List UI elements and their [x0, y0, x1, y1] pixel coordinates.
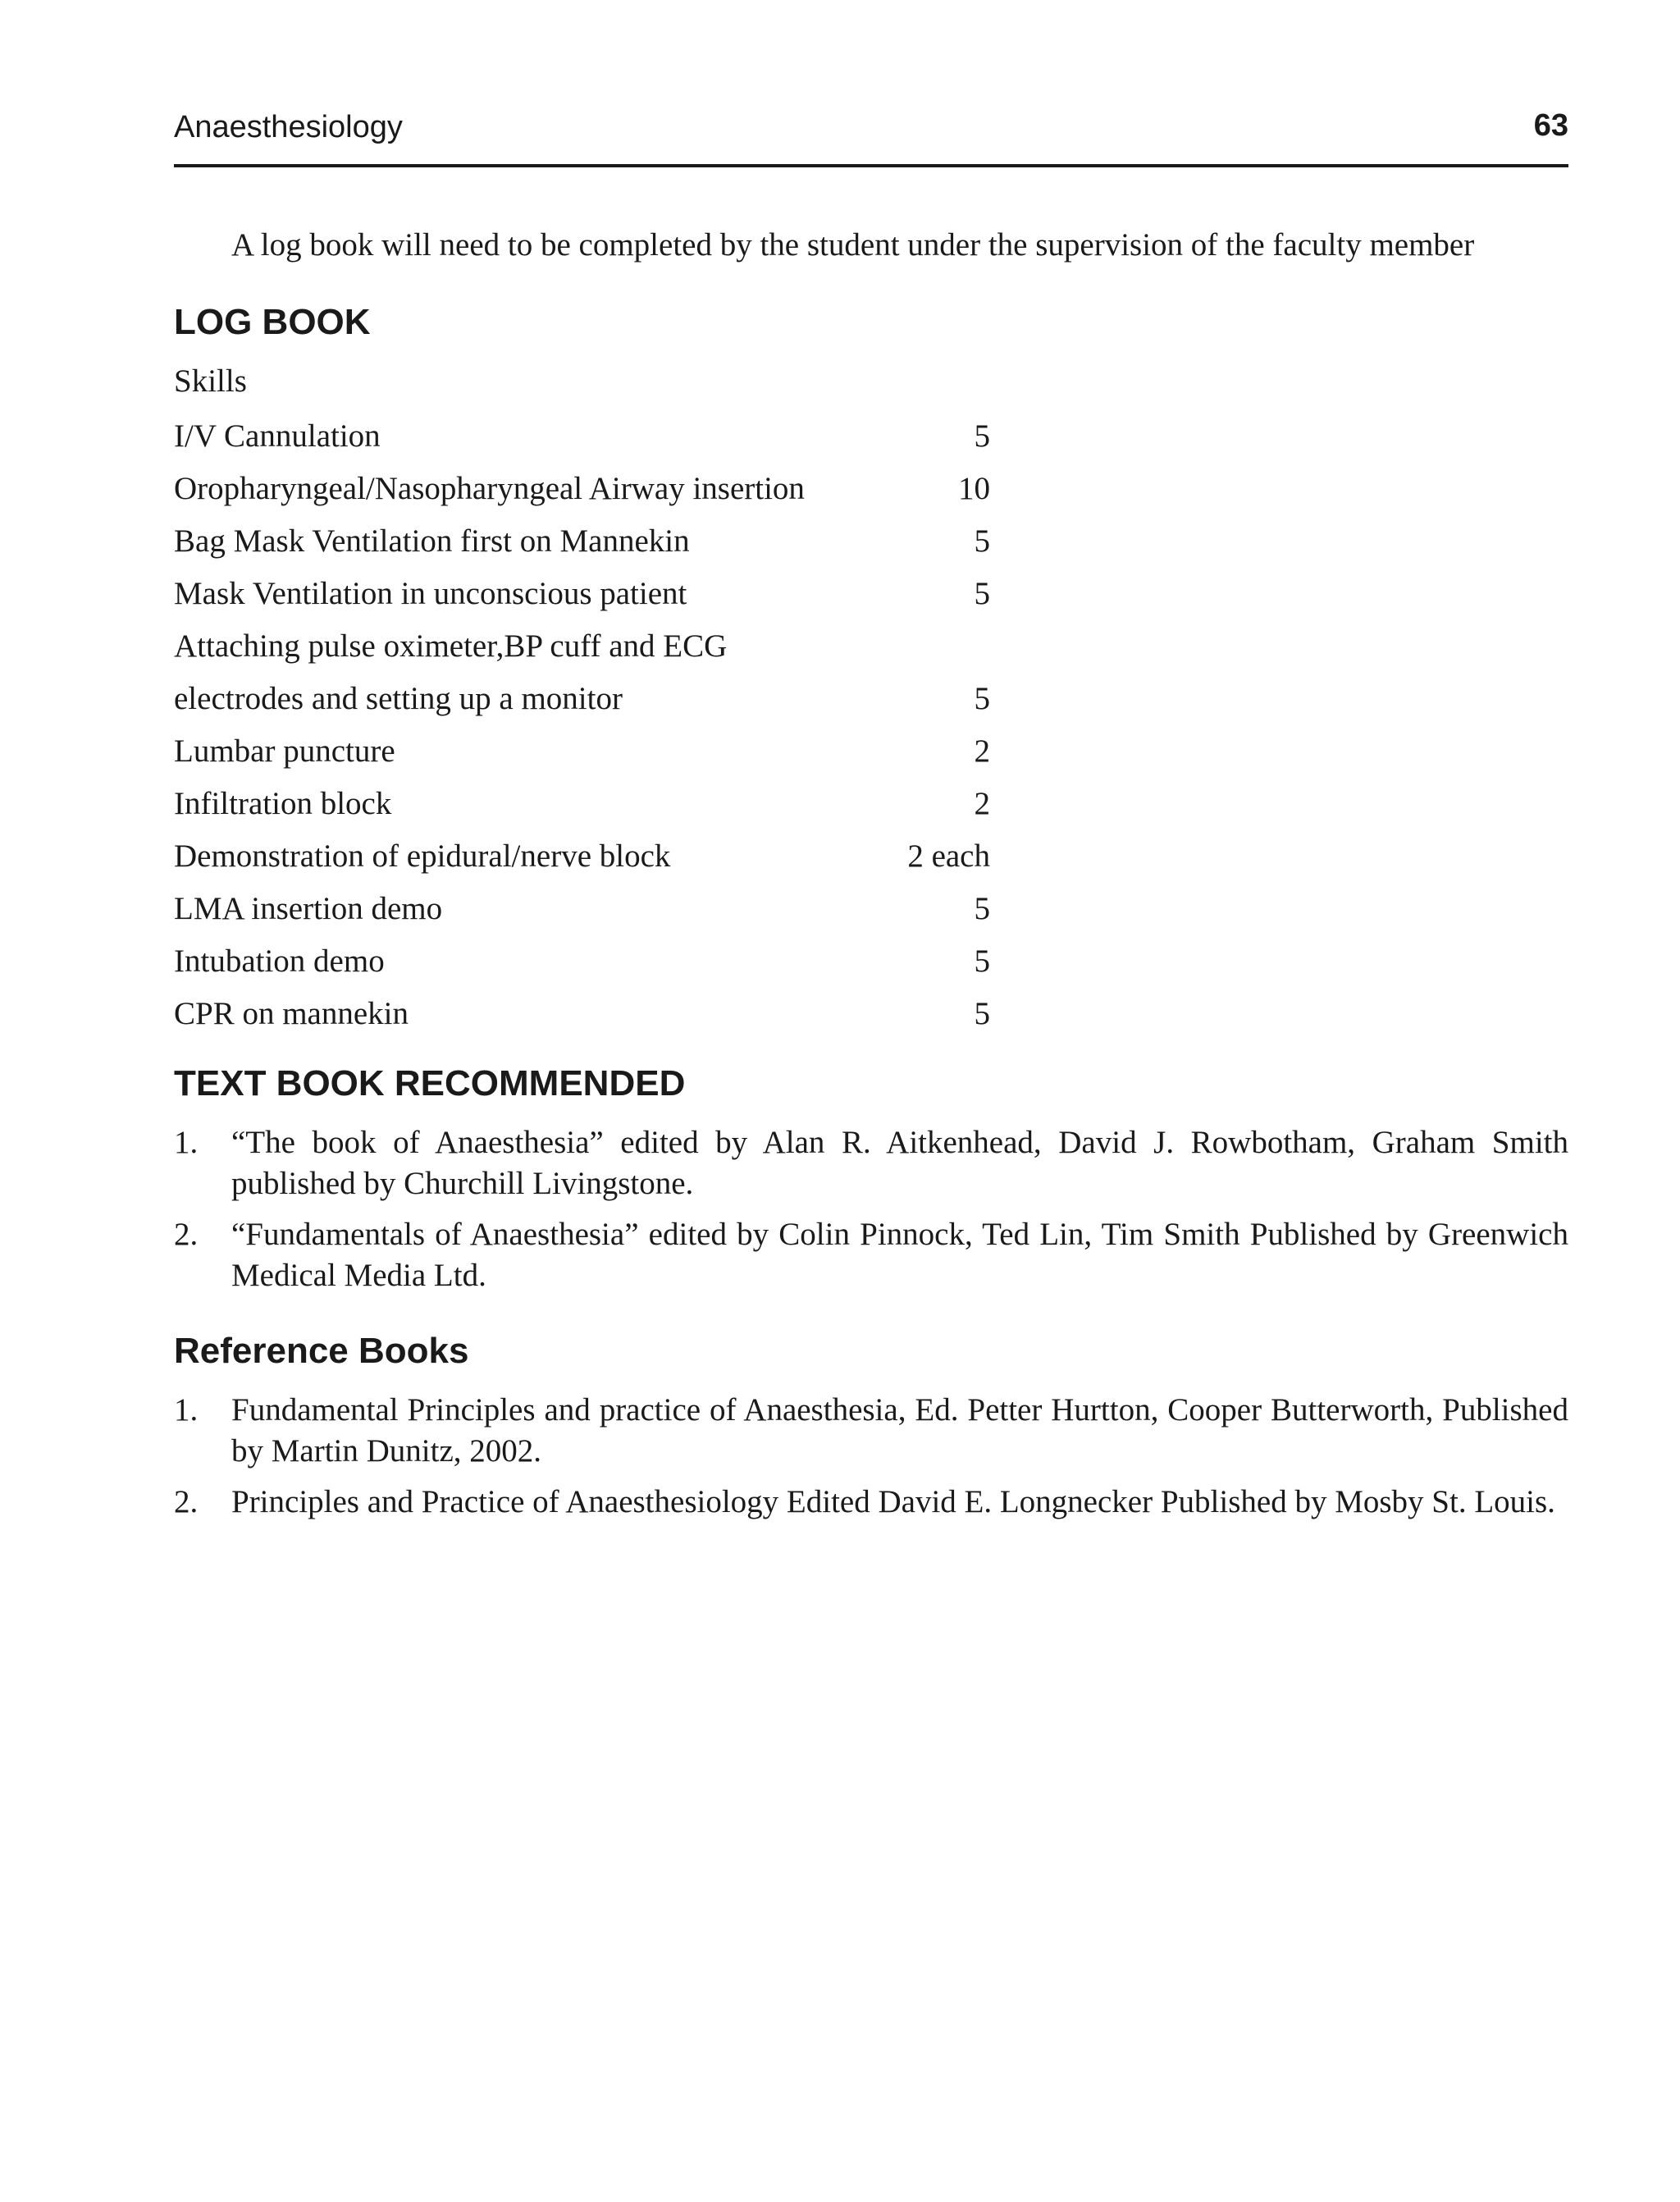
log-row — [174, 410, 990, 463]
log-row — [174, 988, 990, 1040]
log-skill: Attaching pulse oximeter,BP cuff and ECG — [174, 628, 728, 664]
book-citation: Principles and Practice of Anaesthesiology Edited David E. Longnecker Published by Mosby St. Louis. — [231, 1484, 1555, 1519]
running-header — [174, 107, 1568, 167]
log-row — [174, 830, 990, 883]
list-item — [174, 1214, 1568, 1296]
log-book-heading: LOG BOOK — [174, 302, 371, 342]
log-count: 5 — [974, 576, 990, 611]
log-row — [174, 620, 990, 673]
log-skill: Infiltration block — [174, 786, 392, 821]
log-count: 5 — [974, 943, 990, 979]
log-row — [174, 935, 990, 988]
log-row — [174, 778, 990, 830]
list-number: 2. — [174, 1484, 199, 1519]
page-number: 63 — [1533, 108, 1568, 143]
log-row — [174, 463, 990, 515]
log-count: 2 — [974, 733, 990, 769]
log-skill: Mask Ventilation in unconscious patient — [174, 576, 687, 611]
list-item — [174, 1122, 1568, 1204]
log-count: 5 — [974, 681, 990, 716]
list-item — [174, 1482, 1568, 1523]
log-count: 5 — [974, 523, 990, 559]
log-skill: LMA insertion demo — [174, 891, 443, 926]
running-title: Anaesthesiology — [174, 110, 403, 144]
book-citation: “Fundamentals of Anaesthesia” edited by Colin Pinnock, Ted Lin, Tim Smith Published by Greenwich Medical Media Ltd. — [231, 1217, 1568, 1293]
log-skill: Lumbar puncture — [174, 733, 395, 769]
log-skill: CPR on mannekin — [174, 996, 409, 1031]
log-count: 10 — [958, 471, 990, 506]
list-number: 2. — [174, 1217, 199, 1252]
list-number: 1. — [174, 1392, 199, 1428]
text-book-list — [174, 1122, 1568, 1306]
log-row — [174, 515, 990, 568]
log-row — [174, 883, 990, 935]
log-count: 2 — [974, 786, 990, 821]
book-citation: Fundamental Principles and practice of Anaesthesia, Ed. Petter Hurtton, Cooper Butterworth, Published by Martin Dunitz, 2002. — [231, 1392, 1568, 1469]
log-count: 2 each — [907, 838, 990, 874]
log-row — [174, 568, 990, 620]
list-item — [174, 1390, 1568, 1472]
log-skill: Bag Mask Ventilation first on Mannekin — [174, 523, 690, 559]
reference-books-heading: Reference Books — [174, 1331, 469, 1371]
log-row — [174, 673, 990, 725]
log-count: 5 — [974, 418, 990, 454]
log-count: 5 — [974, 996, 990, 1031]
log-skill: Intubation demo — [174, 943, 385, 979]
book-citation: “The book of Anaesthesia” edited by Alan R. Aitkenhead, David J. Rowbotham, Graham Smith published by Churchill Livingstone. — [231, 1125, 1568, 1201]
reference-book-list — [174, 1390, 1568, 1533]
log-row — [174, 725, 990, 778]
log-book-table — [174, 410, 990, 1040]
log-skill: electrodes and setting up a monitor — [174, 681, 623, 716]
list-number: 1. — [174, 1125, 199, 1160]
text-book-heading: TEXT BOOK RECOMMENDED — [174, 1063, 686, 1103]
skills-label: Skills — [174, 363, 247, 399]
log-skill: I/V Cannulation — [174, 418, 381, 454]
log-count: 5 — [974, 891, 990, 926]
log-skill: Oropharyngeal/Nasopharyngeal Airway insertion — [174, 471, 805, 506]
log-skill: Demonstration of epidural/nerve block — [174, 838, 671, 874]
intro-paragraph: A log book will need to be completed by the student under the supervision of the faculty member — [231, 227, 1475, 263]
